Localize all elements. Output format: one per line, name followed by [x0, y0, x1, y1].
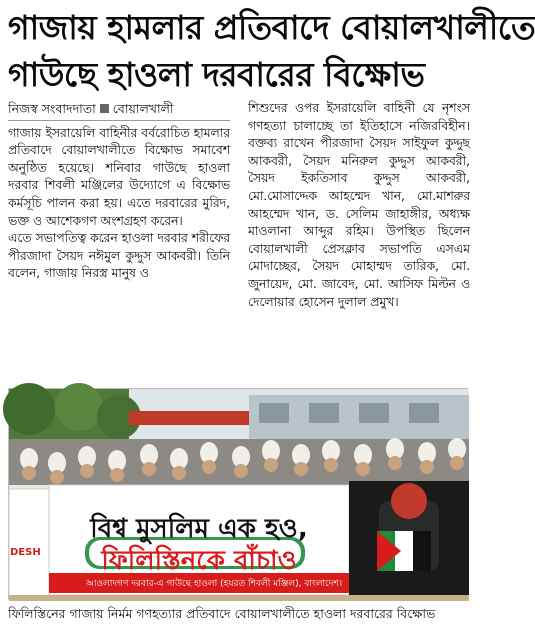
banner-organizer-strip: আওলাদগণ দরবার-এ গাউছে হাওলা (হযরত শিবলী মঞ্জিল), বাংলাদেশ।: [85, 579, 343, 589]
article-paragraph-1: গাজায় ইসরায়েলি বাহিনীর বর্বরোচিত হামলার প্রতিবাদে বোয়ালখালীতে বিক্ষোভ সমাবেশ অনুষ্ঠিত হয়েছে। শনিবার গাউছে হাওলা দরবার শিবলী মঞ্জিলের উদ্যোগে এ বিক্ষোভ কর্মসূচি পালন করা হয়। এতে দরবারের মুরিদ, ভক্ত ও আশেকগণ অংশগ্রহণ করেন।: [8, 125, 230, 228]
headline-line-1: গাজায় হামলার প্রতিবাদে বোয়ালখালীতে: [8, 8, 535, 47]
square-bullet-icon: [100, 104, 109, 113]
headline-line-2: গাউছে হাওলা দরবারের বিক্ষোভ: [8, 55, 425, 94]
article-paragraph-3: শিশুদের ওপর ইসরায়েলি বাহিনী যে নৃশংস গণহত্যা চালাচ্ছে তা ইতিহাসে নজিরবিহীন। বক্তব্য রাখেন পীরজাদা সৈয়দ সাইফুল কুদ্দুছ আকবরী, সৈয়দ মনিরুল কুদ্দুস আকবরী, সৈয়দ ইকতিসাব কুদ্দুস আকবরী, মো.মোসাদ্দেক আহম্মেদ খান, মো.মাশরুর আহম্মেদ খান, ড. সেলিম জাহাঙ্গীর, অধ্যক্ষ মাওলানা আব্দুর রহিম। উপস্থিত ছিলেন বোয়ালখালী প্রেসক্লাব সভাপতি এসএম মোদাচ্ছের, সৈয়দ মোহাম্মদ তারিক, মো. জুনায়েদ, মো. জাবেদ, মো. আসিফ মিল্টন ও দেলোয়ার হোসেন দুলাল প্রমুখ।: [248, 101, 470, 309]
article-column-left: [8, 100, 230, 385]
photo-caption: ফিলিস্তিনের গাজায় নির্মম গণহত্যার প্রতিবাদে বোয়ালখালীতে হাওলা দরবারের বিক্ষোভ: [8, 606, 436, 621]
banner-left-fragment: DESH: [10, 547, 41, 558]
byline-reporter: নিজস্ব সংবাদদাতা: [8, 101, 96, 116]
byline-divider: [8, 120, 230, 121]
article-column-right: [248, 100, 470, 385]
headline: [8, 4, 535, 98]
banner-slogan-line-2: ফিলিস্তিনকে বাঁচাও: [101, 546, 297, 576]
article-paragraph-2: এতে সভাপতিত্ব করেন হাওলা দরবার শরীফের পীরজাদা সৈয়দ নঈমুল কুদ্দুস আকবরী। তিনি বলেন, গাজায় নিরস্ত্র মানুষ ও: [8, 231, 230, 281]
banner-slogan-line-1: বিশ্ব মুসলিম এক হও,: [90, 514, 308, 544]
byline-location: বোয়ালখালী: [112, 101, 174, 116]
byline: [8, 100, 230, 118]
